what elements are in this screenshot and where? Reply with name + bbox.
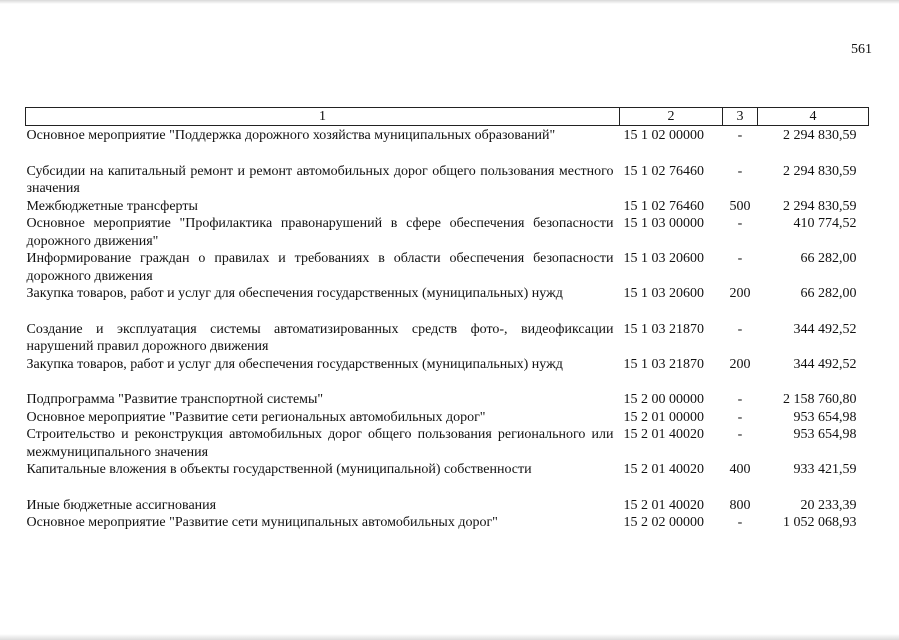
header-col-2: 2 (620, 108, 723, 126)
row-kind: - (737, 392, 743, 407)
row-code: 15 1 03 00000 (623, 216, 704, 231)
row-name: Основное мероприятие "Развитие сети муниципальных автомобильных дорог" (26, 515, 498, 530)
budget-table (25, 107, 869, 532)
table-row (26, 215, 869, 250)
row-amount: 410 774,52 (793, 216, 857, 231)
row-name: Капитальные вложения в объекты государственной (муниципальной) собственности (26, 462, 532, 477)
table-row (26, 391, 869, 409)
row-amount: 953 654,98 (793, 427, 857, 442)
row-name: Основное мероприятие "Профилактика правонарушений в сфере обеспечения безопасности дорожного движения" (26, 216, 614, 249)
scan-edge-top (0, 0, 899, 4)
row-name: Закупка товаров, работ и услуг для обеспечения государственных (муниципальных) нужд (26, 356, 563, 372)
table-row (26, 497, 869, 515)
row-amount: 2 294 830,59 (783, 198, 857, 214)
table-body (26, 126, 869, 532)
row-name: Иные бюджетные ассигнования (26, 497, 217, 513)
row-code: 15 2 02 00000 (623, 515, 704, 530)
row-name: Основное мероприятие "Развитие сети региональных автомобильных дорог" (26, 409, 486, 425)
row-code: 15 1 02 76460 (623, 163, 704, 179)
row-code: 15 1 03 21870 (623, 321, 704, 337)
row-kind: - (737, 515, 743, 530)
row-name: Субсидии на капитальный ремонт и ремонт автомобильных дорог общего пользования местного значения (26, 163, 614, 196)
row-code: 15 1 02 00000 (623, 128, 704, 143)
row-code: 15 1 03 20600 (623, 251, 704, 266)
row-kind: 200 (729, 356, 751, 372)
row-name: Строительство и реконструкция автомобильных дорог общего пользования регионального или межмуниципального значения (26, 427, 614, 460)
table-row (26, 356, 869, 392)
row-kind: - (737, 128, 743, 143)
row-kind: 500 (729, 198, 751, 214)
row-kind: - (737, 163, 743, 179)
row-name: Основное мероприятие "Поддержка дорожного хозяйства муниципальных образований" (26, 128, 556, 143)
row-name: Информирование граждан о правилах и требованиях в области обеспечения безопасности дорожного движения (26, 251, 614, 284)
table-row (26, 514, 869, 532)
table-row (26, 126, 869, 163)
row-amount: 344 492,52 (793, 321, 857, 337)
row-kind: - (737, 409, 743, 425)
row-code: 15 2 01 40020 (623, 427, 704, 442)
table-row (26, 198, 869, 216)
header-col-3: 3 (723, 108, 758, 126)
table-row (26, 409, 869, 427)
table-row (26, 426, 869, 461)
table-row (26, 163, 869, 198)
row-name: Создание и эксплуатация системы автоматизированных средств фото-, видеофиксации нарушений правил дорожного движения (26, 321, 614, 354)
header-row (26, 108, 869, 126)
row-kind: - (737, 321, 743, 337)
row-amount: 2 158 760,80 (783, 392, 857, 407)
row-kind: - (737, 427, 743, 442)
row-name: Закупка товаров, работ и услуг для обеспечения государственных (муниципальных) нужд (26, 286, 563, 301)
row-code: 15 1 03 21870 (623, 356, 704, 372)
row-kind: - (737, 251, 743, 266)
row-code: 15 1 03 20600 (623, 286, 704, 301)
row-amount: 2 294 830,59 (783, 128, 857, 143)
row-code: 15 2 01 40020 (623, 462, 704, 477)
row-amount: 66 282,00 (800, 251, 857, 266)
row-kind: 200 (729, 286, 751, 301)
scan-edge-bottom (0, 634, 899, 640)
row-amount: 933 421,59 (793, 462, 857, 477)
page-number: 561 (851, 42, 872, 57)
header-col-1: 1 (26, 108, 620, 126)
row-amount: 66 282,00 (800, 286, 857, 301)
row-amount: 344 492,52 (793, 356, 857, 372)
row-code: 15 2 01 00000 (623, 409, 704, 425)
table-row (26, 321, 869, 356)
header-col-4: 4 (758, 108, 869, 126)
row-name: Подпрограмма "Развитие транспортной системы" (26, 392, 324, 407)
row-amount: 953 654,98 (793, 409, 857, 425)
row-code: 15 2 01 40020 (623, 497, 704, 513)
row-kind: 400 (729, 462, 751, 477)
row-amount: 1 052 068,93 (783, 515, 857, 530)
table-row (26, 461, 869, 497)
row-kind: 800 (729, 497, 751, 513)
table-row (26, 250, 869, 285)
row-amount: 20 233,39 (800, 497, 857, 513)
row-code: 15 1 02 76460 (623, 198, 704, 214)
row-amount: 2 294 830,59 (783, 163, 857, 179)
table-row (26, 285, 869, 321)
row-code: 15 2 00 00000 (623, 392, 704, 407)
row-kind: - (737, 216, 743, 231)
row-name: Межбюджетные трансферты (26, 198, 198, 214)
table-header (26, 108, 869, 126)
